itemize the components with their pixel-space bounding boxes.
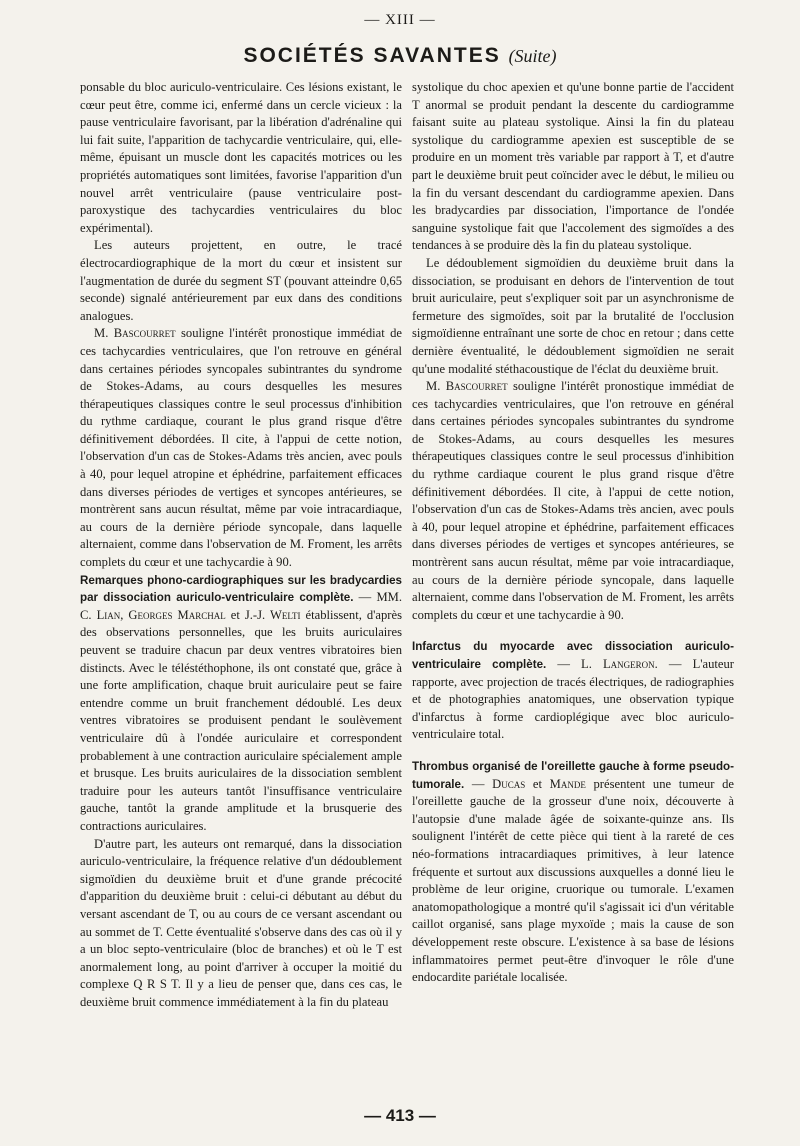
paragraph-text: souligne l'intérêt pronostique immédiat de ces tachycardies ventriculaires, que l'on retrouve en général dans certaines périodes syncopales subintrantes du syndrome de Stokes-Adams, au cours desquelles les mesures thérapeutiques classiques contre le seul processus d'inhibition du rythme cardiaque, courant le plus grand risque d'être définitivement débordées. Il cite, à l'appui de cette notion, l'observation d'un cas de Stokes-Adams très ancien, avec pouls à 40, pour lequel atropine et éphédrine, parfaitement efficaces dans diverses périodes de vertiges et syncopes antérieures, se montrèrent sans aucun résultat, même par voie intracardiaque, au cours de la dernière période syncopale, dans laquelle alternaient, comme dans l'observation de M. Froment, les arrêts complets du cœur et une tachycardie à 90. bbox=[80, 326, 402, 570]
section-title-suffix: (Suite) bbox=[508, 46, 557, 66]
section-heading bbox=[0, 44, 800, 68]
paragraph: systolique du choc apexien et qu'une bonne partie de l'accident T anormal se produit pendant la descente du cardiogramme faisant suite au plateau systolique. Ainsi la fin du plateau systolique du cardiogramme apexien est susceptible de se produire en un moment très variable par rapport à T, et d'autre part le deuxième bruit peut coïncider avec le début, le milieu ou la fin du versant descendant du cardiogramme apexien. Dans les bradycardies par dissociation, l'importance de l'ondée sanguine systolique fait que l'accolement des sigmoïdes a des tendances à se produire dès la fin du plateau systolique. bbox=[412, 80, 734, 253]
conjunction: et bbox=[525, 776, 550, 791]
running-page-number: — XIII — bbox=[364, 12, 436, 28]
author-name: J.-J. Welti bbox=[244, 607, 301, 622]
paragraph: D'autre part, les auteurs ont remarqué, dans la dissociation auriculo-ventriculaire, la fréquence relative d'un dédoublement sigmoïdien du deuxième bruit et d'une grande précocité d'apparition du deuxième bruit : celui-ci débutant au début du versant ascendant de T, ou au cours de ce versant ascendant ou au sommet de T. Cette éventualité s'observe dans des cas où il y a un bloc septo-ventriculaire (bloc de branches) et où le T est anormalement long, au point d'arriver à occuper la moitié du complexe Q R S T. Il y a lieu de penser que, dans ces cas, le deuxième bruit commence immédiatement à la fin du plateau bbox=[80, 836, 402, 1009]
separator: — bbox=[464, 776, 493, 791]
paragraph: Le dédoublement sigmoïdien du deuxième bruit dans la dissociation, se produisant en dehors de l'intervention de tout bruit auriculaire, peut s'expliquer soit par un asynchronisme de fermeture des sigmoïdes, soit par la brutalité de l'occlusion sigmoïdienne entraînant une sorte de choc en retour ; dans cette dernière éventualité, le dédoublement sigmoïdien ne serait qu'une modalité stéthacoustique de l'éclat du deuxième bruit. bbox=[412, 255, 734, 376]
page-number: — 413 — bbox=[364, 1106, 436, 1125]
author-name: L. Langeron bbox=[581, 657, 655, 671]
paragraph-text: souligne l'intérêt pronostique immédiat de ces tachycardies ventriculaires, que l'on retrouve en général dans certaines périodes syncopales subintrantes du syndrome de Stokes-Adams, au cours desquelles les mesures thérapeutiques classiques contre le seul processus d'inhibition du rythme cardiaque courent le plus grand risque d'être définitivement débordées. Il cite, à l'appui de cette notion, l'observation d'un cas de Stokes-Adams très ancien, avec pouls à 40, pour lequel atropine et éphédrine, parfaitement efficaces dans diverses périodes de vertiges et syncopes antérieures, se montrèrent sans aucun résultat, même par voie intracardiaque, au cours de la dernière période syncopale, dans laquelle alternaient, comme dans l'observation de M. Froment, les arrêts complets du cœur et une tachycardie à 90. bbox=[412, 379, 734, 622]
article-text: présentent une tumeur de l'oreillette gauche de la grosseur d'une noix, découverte à l'autopsie d'une malade âgée de soixante-quinze ans. Ils soulignent l'intérêt de cette pièce qui tient à la rareté de ces néo-formations intracardiaques primitives, à leur latence fréquente et surtout aux discussions auxquelles a donné lieu le problème de leur origine, cruorique ou tumorale. L'examen anatomopathologique a montré qu'il s'agissait ici d'un véritable caillot organisé, sans plage myxoïde ; mais la cause de son développement reste obscure. L'existence à sa base de lésions inflammatoires permet peut-être d'invoquer le rôle d'une endocardite pariétale localisée. bbox=[412, 776, 734, 985]
article-entry bbox=[412, 758, 734, 987]
right-column bbox=[412, 79, 734, 987]
author-name: Ducas bbox=[492, 776, 526, 791]
article-text: établissent, d'après des observations personnelles, que les bruits auriculaires peuvent se traduire chacun par deux ventres vibratoires bien distincts. Avec le téléstéthophone, ils ont constaté que, grâce à une forte amplification, chaque bruit auriculaire peut se faire entendre comme un bruit franchement dédoublé. Les deux ventres vibratoires se produisent pendant le soulèvement ventriculaire dû à l'ondée auriculaire et correspondent probablement à une contraction auriculaire spécialement ample et brusque. Les bruits auriculaires de la dissociation semblent traduire pour les auteurs tantôt l'insuffisance ventriculaire gauche, tantôt la grande amplitude et la brusquerie des contractions auriculaires. bbox=[80, 607, 402, 833]
separator: — bbox=[546, 657, 582, 671]
author-name: Mande bbox=[549, 776, 586, 791]
article-title: Thrombus organisé de l'oreillette gauche à forme pseudo-tumorale. bbox=[412, 759, 734, 791]
author-name: M. Bascourret bbox=[94, 326, 176, 341]
author-names: C. Lian, Georges Marchal bbox=[80, 607, 226, 622]
article-entry bbox=[80, 572, 402, 836]
paragraph: ponsable du bloc auriculo-ventriculaire. Ces lésions existant, le cœur peut être, comme ici, enfermé dans un cercle vicieux : la pause ventriculaire favorisant, par la libération d'adrénaline qui lui fait suite, l'apparition de tachycardie ventriculaire, qui, elle-même, épuisant un muscle dont les capacités motrices ou les propriétés automatiques sont limitées, favorise l'apparition d'un nouvel arrêt ventriculaire (pause ventriculaire post-paroxystique des tachycardies ventriculaires du bloc expérimental). bbox=[80, 80, 402, 235]
article-title: Remarques phono-cardiographiques sur les bradycardies par dissociation auriculo-ventriculaire complète. bbox=[80, 573, 402, 605]
article-entry bbox=[412, 638, 734, 744]
author-name: M. Bascourret bbox=[426, 379, 508, 394]
section-title: SOCIÉTÉS SAVANTES bbox=[243, 44, 501, 67]
separator: — MM. bbox=[353, 590, 402, 605]
article-title: Infarctus du myocarde avec dissociation auriculo-ventriculaire complète. bbox=[412, 640, 734, 671]
paragraph: Les auteurs projettent, en outre, le tracé électrocardiographique de la mort du cœur et insistent sur l'augmentation de durée du segment ST (pouvant atteindre 0,65 seconde) signalé antérieurement par eux dans des conditions analogues. bbox=[80, 238, 402, 323]
paragraph bbox=[412, 378, 734, 624]
left-column bbox=[80, 79, 402, 1011]
article-text: . — L'auteur rapporte, avec projection de tracés électriques, de radiographies et de photographies anatomiques, une observation typique d'infarctus à forme cardioplégique avec bloc auriculo-ventriculaire total. bbox=[412, 657, 734, 742]
paragraph bbox=[80, 325, 402, 571]
conjunction: et bbox=[225, 607, 245, 622]
